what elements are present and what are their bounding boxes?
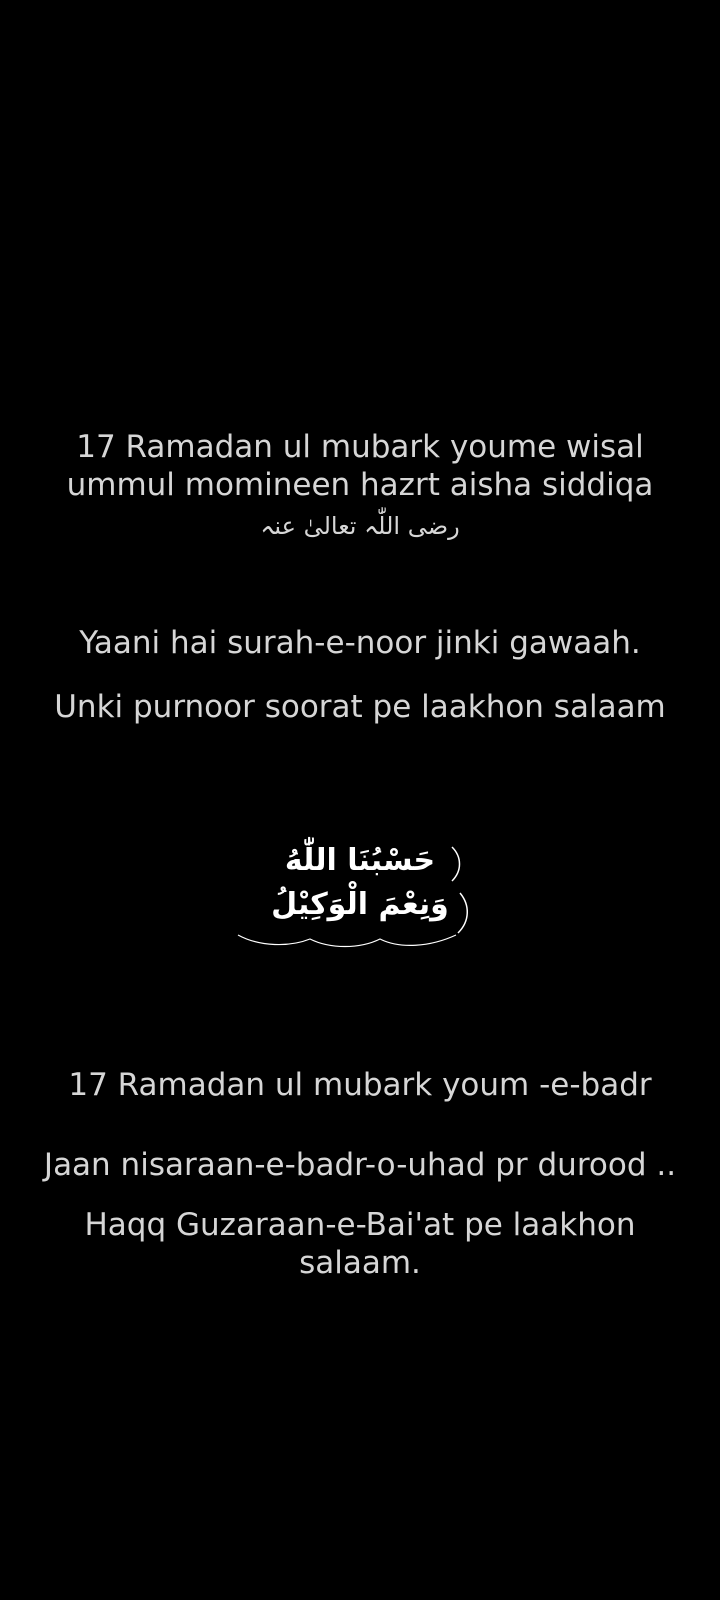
heading-line-1: 17 Ramadan ul mubark youme wisal <box>76 429 644 465</box>
heading-block <box>20 428 700 544</box>
heading-arabic: رضی اللّٰہ تعالیٰ عنہ <box>260 512 460 540</box>
verse-4: Haqq Guzaraan-e-Bai'at pe laakhon salaam. <box>84 1207 636 1281</box>
calligraphy-line-2: وَنِعْمَ الْوَكِيْلُ <box>271 887 449 922</box>
calligraphy-line-1: حَسْبُنَا اللّٰهُ <box>284 843 436 878</box>
heading-line-2: ummul momineen hazrt aisha siddiqa <box>66 467 654 503</box>
heading-2: 17 Ramadan ul mubark youm -e-badr <box>68 1067 652 1103</box>
calligraphy-image <box>230 835 490 965</box>
verse-1: Yaani hai surah-e-noor jinki gawaah. <box>79 625 641 661</box>
verse-3: Jaan nisaraan-e-badr-o-uhad pr durood .. <box>43 1147 677 1183</box>
verse-2: Unki purnoor soorat pe laakhon salaam <box>54 689 666 725</box>
